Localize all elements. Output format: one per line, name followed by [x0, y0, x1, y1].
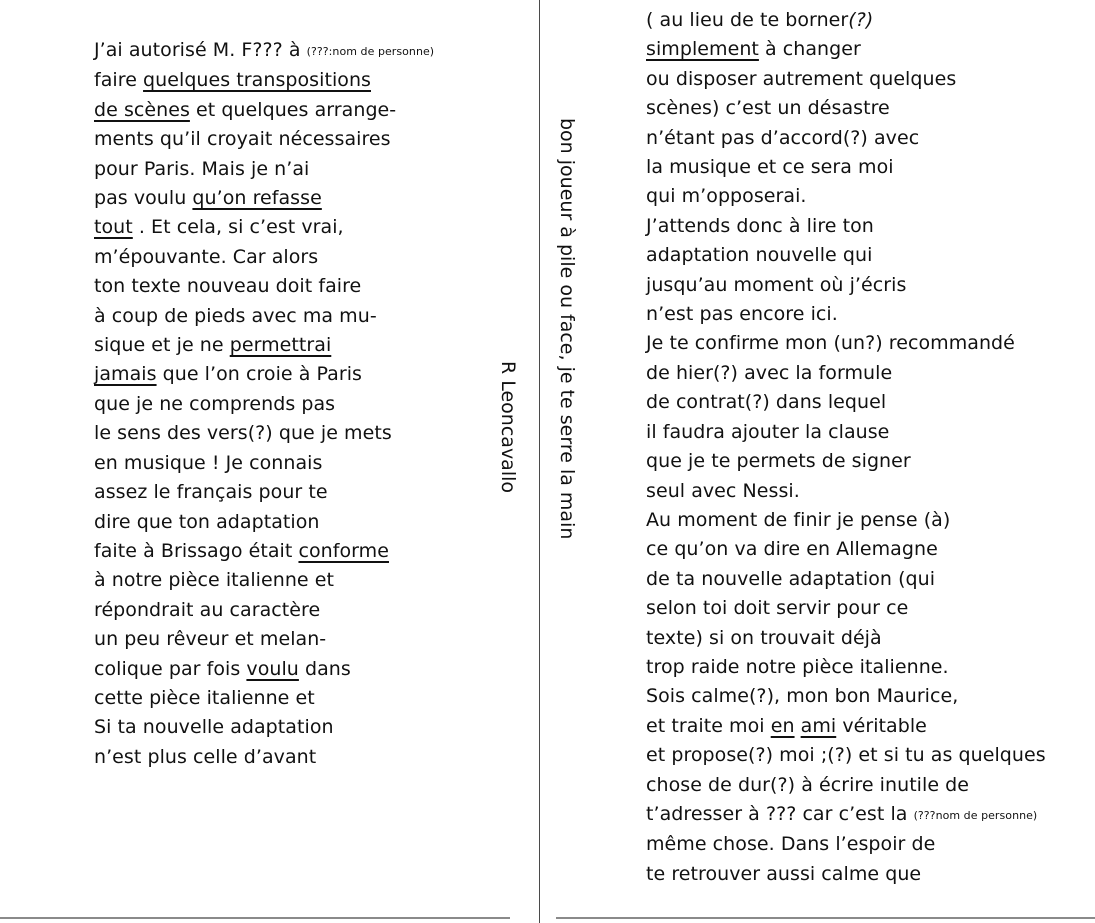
text-segment: pour Paris. Mais je n’ai — [94, 157, 310, 180]
text-line — [94, 272, 434, 301]
text-segment: à changer — [758, 38, 861, 61]
text-line — [646, 477, 1046, 506]
text-segment: assez le français pour te — [94, 481, 328, 504]
text-segment: le sens des vers(?) que je mets — [94, 422, 392, 445]
text-segment: à notre pièce italienne et — [94, 569, 334, 592]
text-line — [94, 66, 434, 95]
text-segment: ments qu’il croyait nécessaires — [94, 128, 391, 151]
text-segment: pas voulu — [94, 187, 193, 210]
text-segment: et quelques arrange- — [189, 98, 397, 121]
text-line — [94, 684, 434, 713]
text-segment: Je te confirme mon (un?) recommandé — [646, 332, 1015, 355]
text-segment: ce qu’on va dire en Allemagne — [646, 538, 938, 561]
text-line — [94, 390, 434, 419]
text-segment: et traite moi — [646, 714, 771, 737]
text-line — [94, 96, 434, 125]
bottom-rule-right — [556, 917, 1095, 919]
text-line — [646, 624, 1046, 653]
text-line — [94, 625, 434, 654]
text-segment: texte) si on trouvait déjà — [646, 626, 882, 649]
text-line — [646, 94, 1046, 123]
underlined-text: en — [770, 714, 795, 737]
text-line — [646, 860, 1046, 889]
underlined-text: ami — [800, 714, 837, 737]
text-line — [646, 35, 1046, 64]
text-segment: un peu rêveur et melan- — [94, 628, 327, 651]
text-line — [94, 596, 434, 625]
text-segment: de hier(?) avec la formule — [646, 361, 893, 384]
text-line — [646, 65, 1046, 94]
text-segment: à coup de pieds avec ma mu- — [94, 304, 377, 327]
underlined-text: de scènes — [94, 98, 190, 121]
text-segment: selon toi doit servir pour ce — [646, 597, 909, 620]
text-line — [646, 241, 1046, 270]
text-line — [646, 153, 1046, 182]
text-line — [94, 508, 434, 537]
text-line — [646, 771, 1046, 800]
text-segment: seul avec Nessi. — [646, 479, 800, 502]
text-segment: ton texte nouveau doit faire — [94, 275, 362, 298]
text-line — [94, 566, 434, 595]
text-line — [94, 331, 434, 360]
text-line — [94, 478, 434, 507]
text-line — [646, 388, 1046, 417]
text-line — [646, 418, 1046, 447]
text-segment: la musique et ce sera moi — [646, 156, 894, 179]
text-segment: dans — [298, 657, 351, 680]
text-line — [646, 682, 1046, 711]
text-line — [646, 359, 1046, 388]
text-line — [646, 6, 1046, 35]
text-line — [94, 213, 434, 242]
text-line — [646, 329, 1046, 358]
text-line — [94, 155, 434, 184]
text-segment: que je ne comprends pas — [94, 392, 336, 415]
text-segment: ( au lieu de te borner — [646, 9, 849, 31]
underlined-text: permettrai — [229, 334, 332, 357]
text-segment: trop raide notre pièce italienne. — [646, 655, 949, 678]
text-line — [94, 743, 434, 772]
annotation-note: (???:nom de personne) — [306, 45, 435, 58]
text-segment: Au moment de finir je pense (à) — [646, 508, 951, 531]
text-line — [94, 184, 434, 213]
text-line — [646, 506, 1046, 535]
underlined-text: quelques transpositions — [143, 69, 371, 92]
text-line — [94, 243, 434, 272]
text-segment: scènes) c’est un désastre — [646, 97, 890, 120]
text-segment: chose de dur(?) à écrire inutile de — [646, 773, 970, 796]
text-segment: de contrat(?) dans lequel — [646, 391, 887, 414]
text-line — [646, 182, 1046, 211]
text-segment: de ta nouvelle adaptation (qui — [646, 567, 936, 590]
text-line — [94, 713, 434, 742]
text-segment: t’adresser à ??? car c’est la — [646, 802, 914, 825]
text-line — [646, 712, 1046, 741]
text-line — [646, 741, 1046, 770]
text-segment: Si ta nouvelle adaptation — [94, 716, 334, 739]
text-segment: il faudra ajouter la clause — [646, 420, 890, 443]
underlined-text: tout — [94, 216, 133, 239]
text-segment: en musique ! Je connais — [94, 451, 323, 474]
text-line — [646, 300, 1046, 329]
text-segment: répondrait au caractère — [94, 598, 321, 621]
text-line — [646, 653, 1046, 682]
text-segment: n’étant pas d’accord(?) avec — [646, 126, 920, 149]
text-line — [646, 124, 1046, 153]
italic-text: (?) — [848, 9, 874, 31]
text-segment: faite à Brissago était — [94, 539, 299, 562]
text-segment: colique par fois — [94, 657, 247, 680]
underlined-text: voulu — [246, 657, 299, 680]
text-segment: J’ai autorisé M. F??? à — [94, 39, 307, 61]
text-line — [646, 830, 1046, 859]
left-column-text — [94, 36, 434, 772]
text-segment: véritable — [836, 714, 927, 737]
text-line — [646, 535, 1046, 564]
text-segment: et propose(?) moi ;(?) et si tu as quelques — [646, 744, 1046, 767]
text-line — [94, 302, 434, 331]
text-segment: faire — [94, 69, 144, 92]
closing-line: bon joueur à pile ou face, je te serre la main — [556, 118, 578, 540]
text-line — [94, 419, 434, 448]
underlined-text: conforme — [298, 539, 389, 562]
text-segment: m’épouvante. Car alors — [94, 245, 319, 268]
bottom-rule-left — [0, 917, 510, 919]
text-line — [646, 271, 1046, 300]
underlined-text: qu’on refasse — [192, 187, 322, 210]
text-line — [646, 565, 1046, 594]
text-segment: sique et je ne — [94, 334, 230, 357]
text-line — [646, 594, 1046, 623]
signature: R Leoncavallo — [497, 361, 519, 494]
text-segment: n’est plus celle d’avant — [94, 745, 317, 768]
underlined-text: simplement — [646, 38, 759, 61]
text-line — [646, 800, 1046, 830]
text-line — [94, 537, 434, 566]
text-segment: n’est pas encore ici. — [646, 303, 838, 326]
right-column-text — [646, 6, 1046, 889]
text-segment: . Et cela, si c’est vrai, — [132, 216, 344, 239]
text-line — [94, 655, 434, 684]
text-segment: même chose. Dans l’espoir de — [646, 833, 936, 856]
text-segment: te retrouver aussi calme que — [646, 862, 922, 885]
text-segment: qui m’opposerai. — [646, 185, 807, 208]
text-line — [646, 212, 1046, 241]
annotation-note: (???nom de personne) — [913, 808, 1038, 822]
text-line — [646, 447, 1046, 476]
text-segment: que l’on croie à Paris — [156, 363, 362, 386]
text-line — [94, 36, 434, 66]
text-segment: ou disposer autrement quelques — [646, 67, 957, 90]
text-segment: cette pièce italienne et — [94, 686, 315, 709]
text-line — [94, 125, 434, 154]
text-line — [94, 360, 434, 389]
text-segment: dire que ton adaptation — [94, 510, 320, 533]
text-segment: que je te permets de signer — [646, 450, 911, 473]
text-segment: jusqu’au moment où j’écris — [646, 273, 907, 296]
text-segment: J’attends donc à lire ton — [646, 214, 874, 237]
text-line — [94, 449, 434, 478]
text-segment: adaptation nouvelle qui — [646, 244, 873, 267]
center-divider — [539, 0, 540, 923]
underlined-text: jamais — [94, 363, 157, 386]
text-segment: Sois calme(?), mon bon Maurice, — [646, 685, 959, 708]
